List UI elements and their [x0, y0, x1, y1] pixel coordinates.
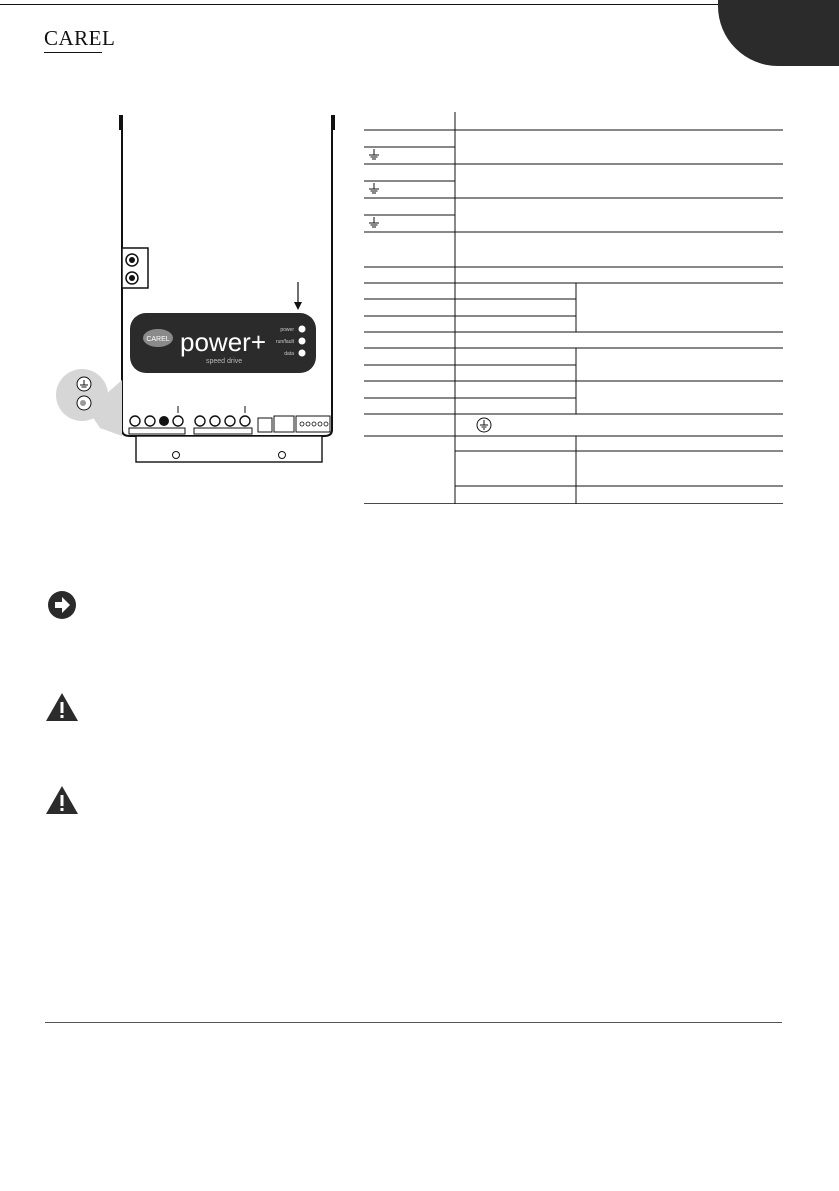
control-terminals — [258, 416, 330, 432]
side-bracket — [122, 248, 148, 288]
led-power — [299, 326, 306, 333]
note-arrow-icon — [47, 590, 77, 620]
panel-badge-label: CAREL — [146, 336, 170, 343]
front-panel — [130, 313, 316, 373]
ground-symbol-icon — [369, 183, 379, 193]
protective-earth-icon — [477, 418, 491, 432]
top-rule — [0, 4, 839, 5]
warning-triangle-icon — [45, 785, 79, 815]
ground-symbol-icon — [369, 149, 379, 159]
led-data — [299, 350, 306, 357]
led-label-power: power — [280, 327, 294, 333]
power-terminals — [129, 406, 252, 434]
mounting-plate — [136, 436, 322, 462]
spec-table-grid — [364, 112, 783, 504]
led-run — [299, 338, 306, 345]
drive-illustration — [40, 110, 340, 470]
footer-rule — [45, 1022, 782, 1023]
carel-logo: CAREL — [44, 26, 116, 50]
spec-table — [364, 112, 783, 504]
ground-symbol-icon — [369, 217, 379, 227]
led-label-data: data — [284, 351, 294, 357]
warning-triangle-icon — [45, 692, 79, 722]
led-label-run: run/fault — [275, 339, 294, 345]
product-tagline: speed drive — [206, 358, 243, 365]
logo-underline — [44, 52, 102, 53]
product-name: power+ — [180, 327, 266, 357]
chapter-tab — [718, 0, 839, 66]
